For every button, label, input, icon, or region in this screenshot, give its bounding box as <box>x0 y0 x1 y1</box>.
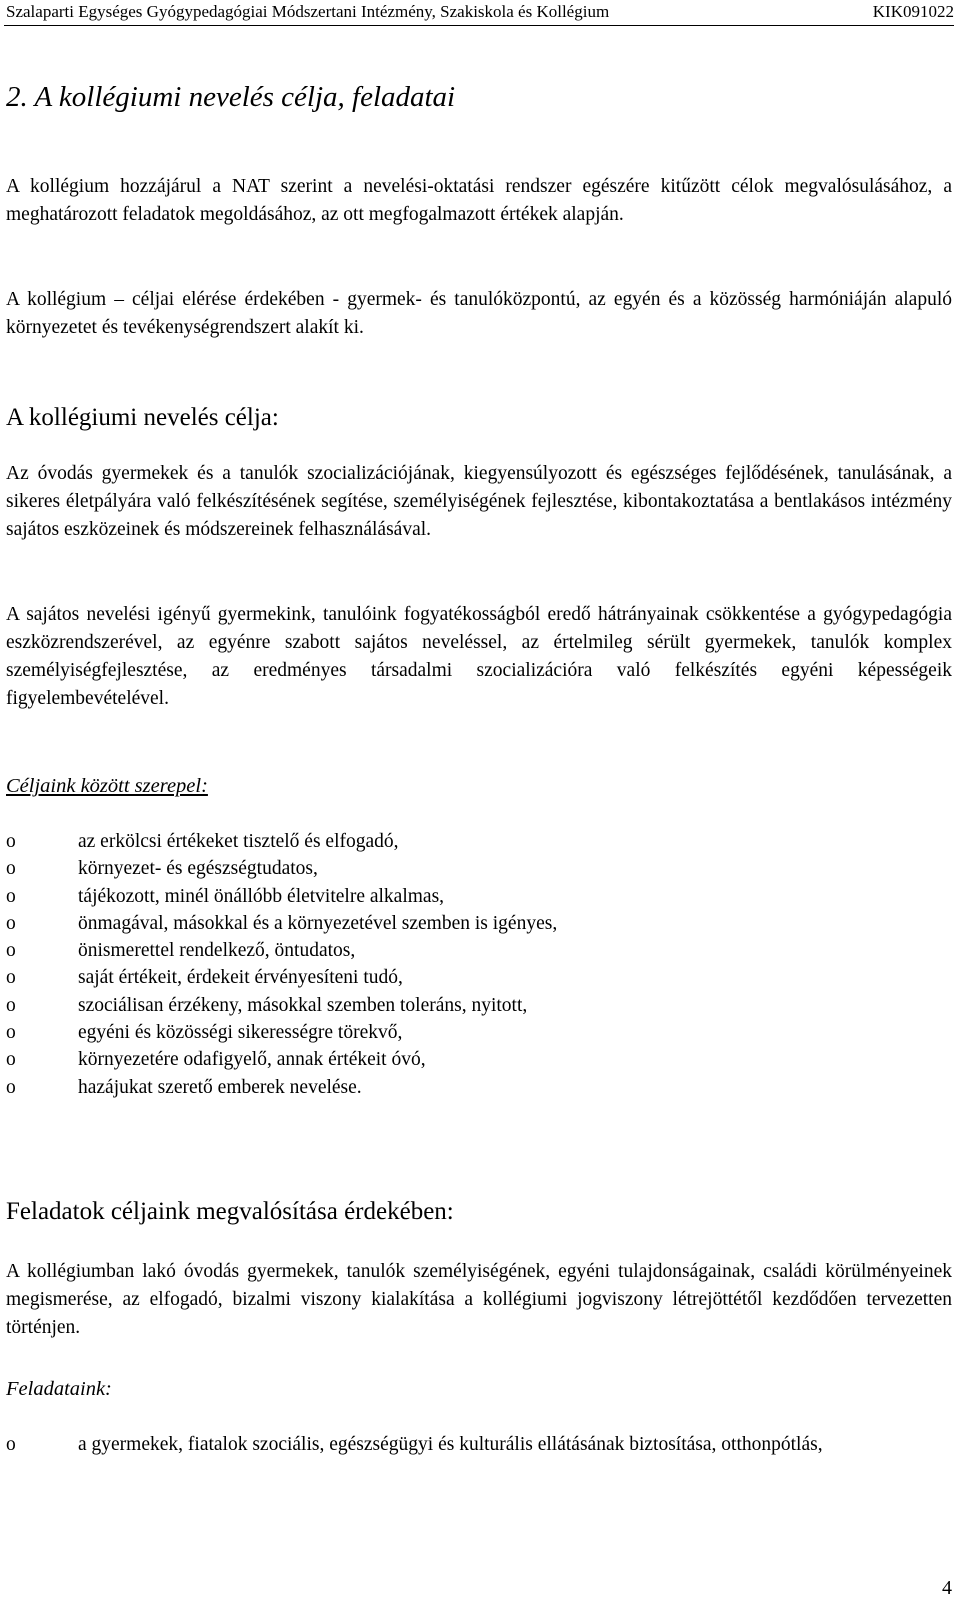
list-item: o önismerettel rendelkező, öntudatos, <box>6 937 952 964</box>
list-item: o tájékozott, minél önállóbb életvitelre alkalmas, <box>6 883 952 910</box>
bullet-icon: o <box>6 940 16 962</box>
our-tasks-heading: Feladataink: <box>6 1378 112 1400</box>
list-item: o önmagával, másokkal és a környezetével szemben is igényes, <box>6 910 952 937</box>
goals-heading: Céljaink között szerepel: <box>6 775 208 797</box>
header-rule <box>4 25 954 26</box>
bullet-icon: o <box>6 1434 16 1455</box>
bullet-icon: o <box>6 1076 16 1098</box>
bullet-icon: o <box>6 858 16 880</box>
list-item: o az erkölcsi értékeket tisztelő és elfogadó, <box>6 828 952 855</box>
list-item: o környezet- és egészségtudatos, <box>6 855 952 882</box>
section-title: 2. A kollégiumi nevelés célja, feladatai <box>6 81 456 113</box>
intro-paragraph-2: A kollégium – céljai elérése érdekében - gyermek- és tanulóközpontú, az egyén és a közösség harmóniáján alapuló környezetet és tevékenységrendszert alakít ki. <box>6 289 952 338</box>
header-code: KIK091022 <box>872 2 954 21</box>
tasks-paragraph: A kollégiumban lakó óvodás gyermekek, tanulók személyiségének, egyéni tulajdonságainak, családi körülményeinek megismerése, az elfogadó, bizalmi viszony kialakítása a kollégiumi jogviszony létrejöttétől kezdődően tervezetten történjen. <box>6 1261 952 1338</box>
bullet-icon: o <box>6 912 16 934</box>
page-number: 4 <box>942 1577 952 1599</box>
bullet-icon: o <box>6 831 16 852</box>
bullet-icon: o <box>6 994 16 1016</box>
page-header <box>6 0 954 24</box>
bullet-icon: o <box>6 885 16 907</box>
bullet-icon: o <box>6 967 16 989</box>
aim-heading: A kollégiumi nevelés célja: <box>6 404 279 431</box>
tasks-heading: Feladatok céljaink megvalósítása érdekében: <box>6 1198 454 1225</box>
aim-paragraph-2: A sajátos nevelési igényű gyermekink, tanulóink fogyatékosságból eredő hátrányainak csökkentése a gyógypedagógia eszközrendszerével, az egyénre szabott sajátos neveléssel, az értelmileg sérült gyermekek, tanulók komplex személyiségfejlesztése, az eredményes társadalmi szocializációra való felkészítés egyéni képességeik figyelembevételével. <box>6 604 952 709</box>
intro-paragraph-1: A kollégium hozzájárul a NAT szerint a nevelési-oktatási rendszer egészére kitűzött célok megvalósulásához, a meghatározott feladatok megoldásához, az ott megfogalmazott értékek alapján. <box>6 176 952 225</box>
list-item: o hazájukat szerető emberek nevelése. <box>6 1074 952 1101</box>
list-item: o környezetére odafigyelő, annak értékeit óvó, <box>6 1046 952 1073</box>
bullet-icon: o <box>6 1022 16 1044</box>
list-item: o saját értékeit, érdekeit érvényesíteni tudó, <box>6 964 952 991</box>
aim-paragraph-1: Az óvodás gyermekek és a tanulók szocializációjának, kiegyensúlyozott és egészséges fejlődésének, tanulásának, a sikeres életpályára való felkészítésének segítése, személyiségének fejlesztése, kibontakoztatása a bentlakásos intézmény sajátos eszközeinek és módszereinek felhasználásával. <box>6 463 952 540</box>
bullet-icon: o <box>6 1049 16 1071</box>
our-tasks-list <box>6 1431 952 1458</box>
list-item: o szociálisan érzékeny, másokkal szemben toleráns, nyitott, <box>6 992 952 1019</box>
goals-list <box>6 828 952 1101</box>
list-item: o a gyermekek, fiatalok szociális, egészségügyi és kulturális ellátásának biztosítása, otthonpótlás, <box>6 1431 952 1458</box>
header-institution: Szalaparti Egységes Gyógypedagógiai Módszertani Intézmény, Szakiskola és Kollégium <box>6 2 610 21</box>
list-item: o egyéni és közösségi sikerességre törekvő, <box>6 1019 952 1046</box>
